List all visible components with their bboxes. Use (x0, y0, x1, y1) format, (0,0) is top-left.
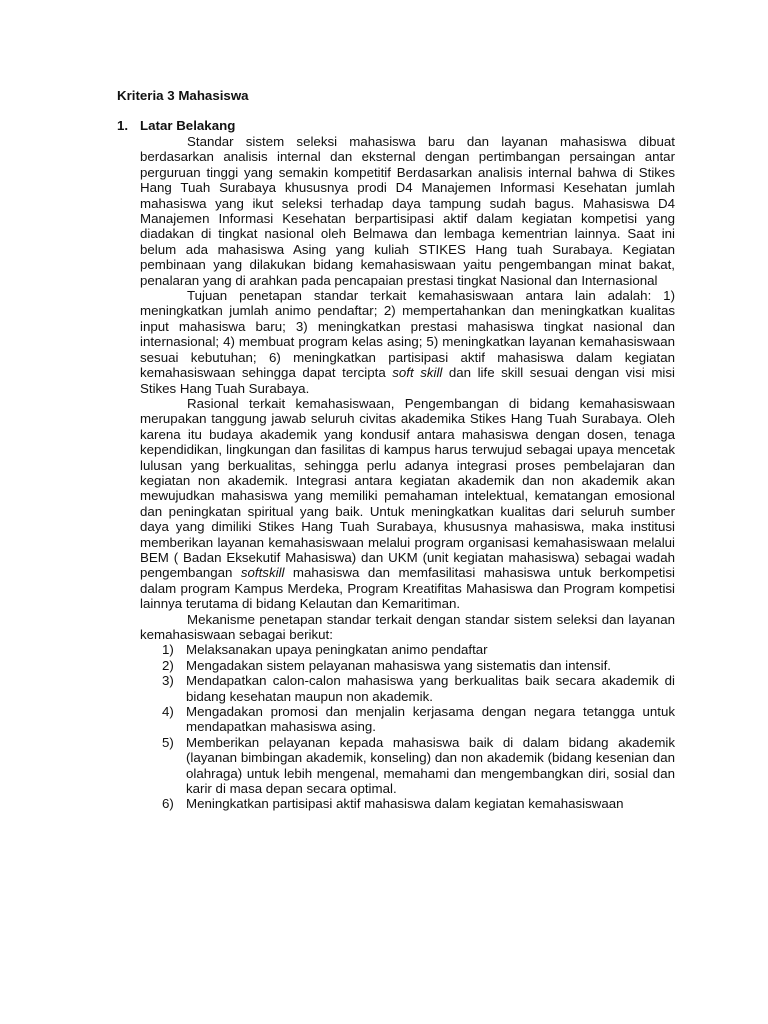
paragraph-text: Tujuan penetapan standar terkait kemahasiswaan antara lain adalah: 1) meningkatkan jumlah animo pendaftar; 2) mempertahankan dan meningkatkan kualitas input mahasiswa baru; 3) meningkatkan prestasi mahasiswa tingkat nasional dan internasional; 4) membuat program kelas asing; 5) meningkatkan layanan kemahasiswaan sesuai kebutuhan; 6) meningkatkan partisipasi aktif mahasiswa dalam kegiatan kemahasiswaan sehingga dapat tercipta (140, 288, 675, 381)
list-item-number: 5) (162, 734, 174, 750)
paragraph-text: Rasional terkait kemahasiswaan, Pengembangan di bidang kemahasiswaan merupakan tanggung jawab seluruh civitas akademika Stikes Hang Tuah Surabaya. Oleh karena itu budaya akademik yang kondusif antara mahasiswa dengan dosen, tenaga kependidikan, lingkungan dan fasilitas di kampus harus terwujud sebagai upaya mencetak lulusan yang berkualitas, sehingga perlu adanya integrasi proses pembelajaran dan kegiatan non akademik. Integrasi antara kegiatan akademik dan non akademik akan mewujudkan mahasiswa yang memiliki pemahaman intelektual, kematangan emosional dan peningkatan spiritual yang baik. Untuk meningkatkan kualitas dari seluruh sumber daya yang dimiliki Stikes Hang Tuah Surabaya, khususnya mahasiswa, maka institusi memberikan layanan kemahasiswaan melalui program organisasi kemahasiswaan melalui BEM ( Badan Eksekutif Mahasiswa) dan UKM (unit kegiatan mahasiswa) sebagai wadah pengembangan (140, 395, 675, 581)
list-item (140, 658, 675, 673)
list-item-number: 1) (162, 642, 174, 658)
list-item (140, 735, 675, 797)
paragraph-text: mahasiswa dan memfasilitasi mahasiswa untuk berkompetisi dalam program Kampus Merdeka, Program Kreatifitas Mahasiswa dan Program kompetisi lainnya terutama di bidang Kelautan dan Kemaritiman. (140, 565, 675, 612)
list-item (140, 796, 675, 811)
list-item (140, 704, 675, 735)
list-item-text: Mendapatkan calon-calon mahasiswa yang berkualitas baik secara akademik di bidang kesehatan maupun non akademik. (186, 673, 675, 704)
list-item (140, 673, 675, 704)
paragraph-background (140, 134, 675, 288)
document-title: Kriteria 3 Mahasiswa (117, 88, 249, 103)
paragraph-rationale (140, 396, 675, 612)
mechanism-list (140, 642, 675, 811)
paragraph-text: Mekanisme penetapan standar terkait dengan standar sistem seleksi dan layanan kemahasiswaan sebagai berikut: (140, 611, 675, 642)
list-item-text: Memberikan pelayanan kepada mahasiswa baik di dalam bidang akademik (layanan bimbingan akademik, konseling) dan non akademik (bidang kesenian dan olahraga) untuk lebih mengenal, memahami dan mengembangkan diri, sosial dan karir di masa depan secara optimal. (186, 734, 675, 797)
section-body (140, 134, 675, 812)
list-item-text: Meningkatkan partisipasi aktif mahasiswa dalam kegiatan kemahasiswaan (186, 796, 624, 812)
list-item-number: 4) (162, 704, 174, 720)
list-item (140, 642, 675, 657)
paragraph-objectives (140, 288, 675, 396)
section-number: 1. (117, 118, 129, 133)
list-item-text: Melaksanakan upaya peningkatan animo pendaftar (186, 642, 488, 658)
list-item-text: Mengadakan sistem pelayanan mahasiswa yang sistematis dan intensif. (186, 657, 611, 673)
italic-term: softskill (240, 565, 285, 581)
italic-term: soft skill (392, 365, 443, 381)
list-item-number: 2) (162, 657, 174, 673)
paragraph-mechanism (140, 612, 675, 643)
list-item-number: 3) (162, 673, 174, 689)
paragraph-text: Standar sistem seleksi mahasiswa baru dan layanan mahasiswa dibuat berdasarkan analisis internal dan eksternal dengan pertimbangan persaingan antar perguruan tinggi yang semakin kompetitif Berdasarkan analisis internal bahwa di Stikes Hang Tuah Surabaya khususnya prodi D4 Manajemen Informasi Kesehatan jumlah mahasiswa yang ikut seleksi terhadap daya tampung sudah bagus. Mahasiswa D4 Manajemen Informasi Kesehatan berpartisipasi aktif dalam kegiatan kompetisi yang diadakan di tingkat nasional oleh Belmawa dan lembaga kementrian lainnya. Saat ini belum ada mahasiswa Asing yang kuliah STIKES Hang tuah Surabaya. Kegiatan pembinaan yang dilakukan bidang kemahasiswaan yaitu pengembangan minat bakat, penalaran yang di arahkan pada pencapaian prestasi tingkat Nasional dan Internasional (140, 134, 675, 288)
section-heading: Latar Belakang (140, 118, 236, 133)
list-item-text: Mengadakan promosi dan menjalin kerjasama dengan negara tetangga untuk mendapatkan mahasiswa asing. (186, 704, 675, 735)
paragraph-text: dan life skill sesuai dengan visi misi Stikes Hang Tuah Surabaya. (140, 365, 675, 396)
list-item-number: 6) (162, 796, 174, 812)
